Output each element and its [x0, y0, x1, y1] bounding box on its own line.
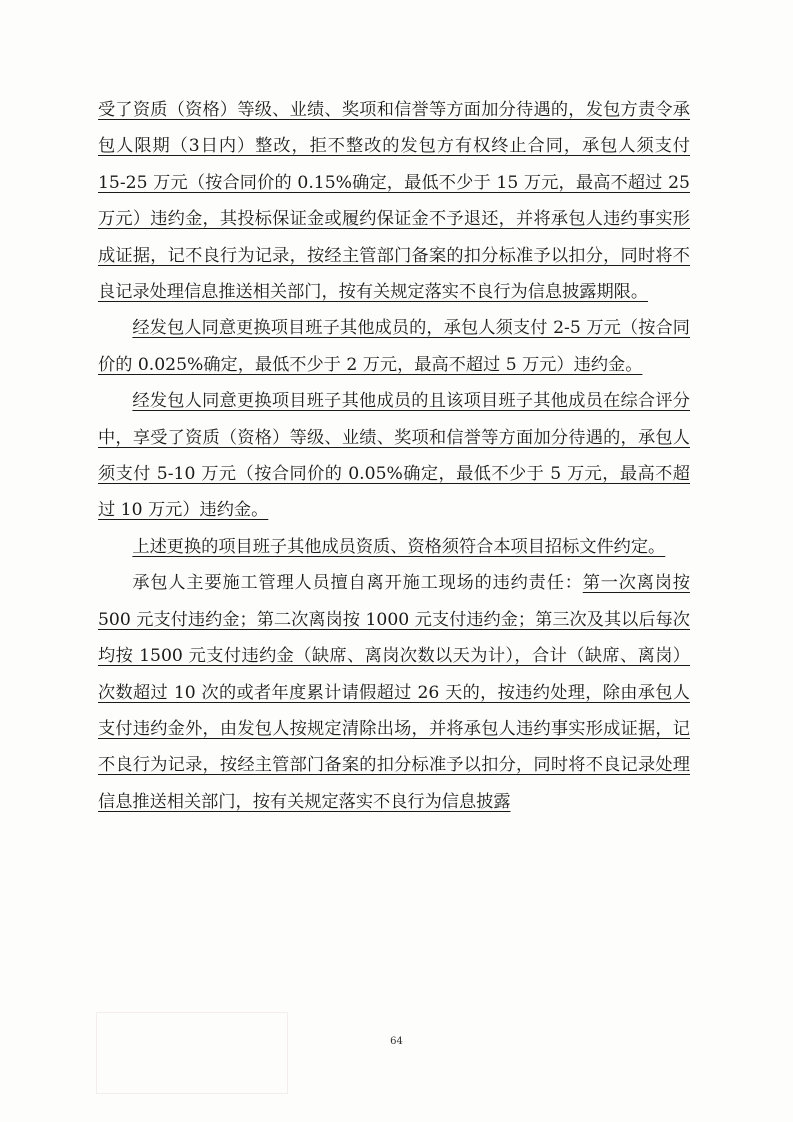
- page-number: 64: [390, 1036, 403, 1047]
- paragraph-2: [98, 310, 690, 383]
- paragraph-4-text: 上述更换的项目班子其他成员资质、资格须符合本项目招标文件约定。: [132, 536, 666, 557]
- paragraph-3-text: 经发包人同意更换项目班子其他成员的且该项目班子其他成员在综合评分中，享受了资质（资格）等级、业绩、奖项和信誉等方面加分待遇的，承包人须支付 5-10 万元（按合同价的 0.05%确定，最低不少于 5 万元，最高不超过 10 万元）违约金。: [98, 391, 690, 521]
- paragraph-5: [98, 565, 690, 820]
- faint-stamp-box: [96, 1012, 288, 1094]
- paragraph-4: [98, 529, 690, 565]
- document-body: [98, 92, 690, 820]
- paragraph-5-lead-text: 承包人主要施工管理人员擅自离开施工现场的违约责任：: [132, 573, 583, 594]
- paragraph-3: [98, 383, 690, 529]
- paragraph-1: [98, 92, 690, 310]
- paragraph-1-text: 受了资质（资格）等级、业绩、奖项和信誉等方面加分待遇的，发包方责令承包人限期（3日内）整改，拒不整改的发包方有权终止合同，承包人须支付 15-25 万元（按合同价的 0.15%确定，最低不少于 15 万元，最高不超过 25 万元）违约金，其投标保证金或履约保证金不予退还，并将承包人违约事实形成证据，记不良行为记录，按经主管部门备案的扣分标准予以扣分，同时将不良记录处理信息推送相关部门，按有关规定落实不良行为信息披露期限。: [98, 100, 690, 303]
- paragraph-2-text: 经发包人同意更换项目班子其他成员的，承包人须支付 2-5 万元（按合同价的 0.025%确定，最低不少于 2 万元，最高不超过 5 万元）违约金。: [98, 318, 690, 375]
- paragraph-5-text: 第一次离岗按 500 元支付违约金；第二次离岗按 1000 元支付违约金；第三次及其以后每次均按 1500 元支付违约金（缺席、离岗次数以天为计），合计（缺席、离岗）次数超过 10 次的或者年度累计请假超过 26 天的，按违约处理，除由承包人支付违约金外，由发包人按规定清除出场，并将承包人违约事实形成证据，记不良行为记录，按经主管部门备案的扣分标准予以扣分，同时将不良记录处理信息推送相关部门，按有关规定落实不良行为信息披露: [98, 573, 690, 812]
